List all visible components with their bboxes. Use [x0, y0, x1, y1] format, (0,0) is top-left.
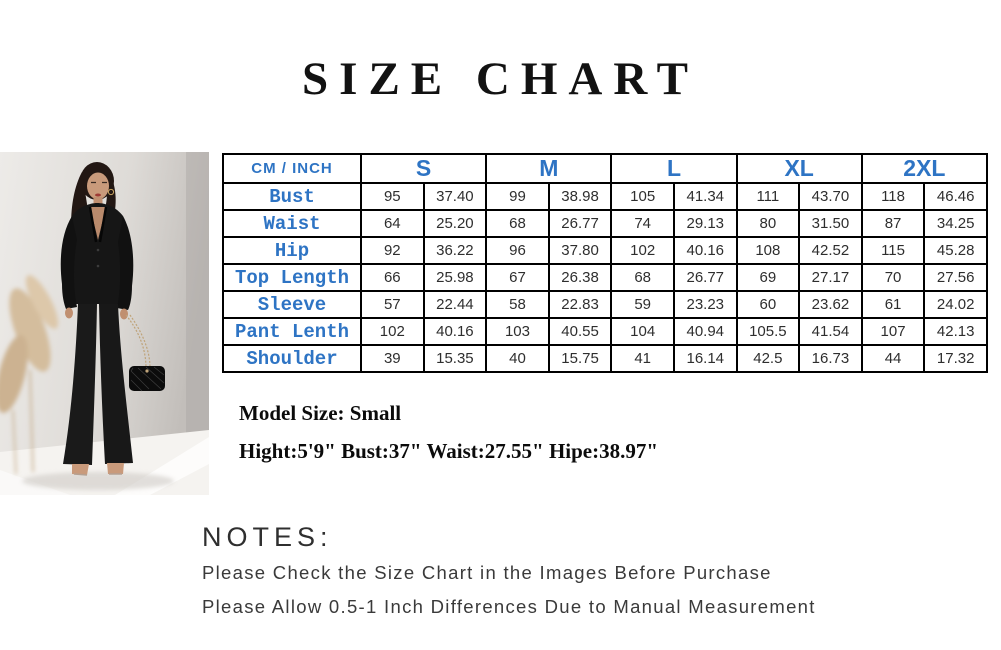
measure-value: 40.16: [424, 318, 487, 345]
measure-value: 40.55: [549, 318, 612, 345]
table-row: [223, 264, 987, 291]
measure-value: 64: [361, 210, 424, 237]
model-info: [239, 401, 658, 477]
table-row: [223, 318, 987, 345]
size-column-header-2xl: 2XL: [862, 154, 987, 183]
measure-value: 42.52: [799, 237, 862, 264]
measure-value: 38.98: [549, 183, 612, 210]
size-table-header-row: [223, 154, 987, 183]
note-line-2: Please Allow 0.5-1 Inch Differences Due to Manual Measurement: [202, 596, 816, 617]
measure-value: 80: [737, 210, 800, 237]
measure-value: 68: [486, 210, 549, 237]
measure-value: 39: [361, 345, 424, 372]
measure-value: 26.77: [549, 210, 612, 237]
measure-value: 25.20: [424, 210, 487, 237]
measure-value: 99: [486, 183, 549, 210]
measure-value: 29.13: [674, 210, 737, 237]
table-row: [223, 210, 987, 237]
measure-value: 92: [361, 237, 424, 264]
table-row: [223, 237, 987, 264]
measure-value: 107: [862, 318, 925, 345]
size-chart-table: [222, 153, 988, 373]
measure-value: 37.40: [424, 183, 487, 210]
measure-value: 60: [737, 291, 800, 318]
measure-value: 27.56: [924, 264, 987, 291]
measure-value: 23.62: [799, 291, 862, 318]
measure-value: 23.23: [674, 291, 737, 318]
measure-row-label: Pant Lenth: [223, 318, 361, 345]
measure-value: 61: [862, 291, 925, 318]
size-column-header-m: M: [486, 154, 611, 183]
measure-value: 118: [862, 183, 925, 210]
measure-row-label: Top Length: [223, 264, 361, 291]
measure-value: 87: [862, 210, 925, 237]
measure-value: 95: [361, 183, 424, 210]
model-size-line: Model Size: Small: [239, 401, 402, 425]
model-photo: [0, 152, 209, 495]
size-column-header-l: L: [611, 154, 736, 183]
measure-value: 31.50: [799, 210, 862, 237]
measure-value: 70: [862, 264, 925, 291]
measure-value: 42.13: [924, 318, 987, 345]
measure-row-label: Hip: [223, 237, 361, 264]
measure-value: 111: [737, 183, 800, 210]
measure-row-label: Shoulder: [223, 345, 361, 372]
measure-value: 108: [737, 237, 800, 264]
measure-value: 40.16: [674, 237, 737, 264]
notes-section: [202, 522, 816, 630]
measure-value: 103: [486, 318, 549, 345]
measure-value: 102: [361, 318, 424, 345]
measure-value: 41.34: [674, 183, 737, 210]
measure-value: 16.73: [799, 345, 862, 372]
measure-value: 22.83: [549, 291, 612, 318]
size-column-header-xl: XL: [737, 154, 862, 183]
measure-value: 42.5: [737, 345, 800, 372]
measure-value: 40.94: [674, 318, 737, 345]
measure-value: 44: [862, 345, 925, 372]
measure-value: 74: [611, 210, 674, 237]
notes-heading: NOTES:: [202, 522, 333, 552]
measure-value: 105: [611, 183, 674, 210]
measure-value: 43.70: [799, 183, 862, 210]
measure-value: 34.25: [924, 210, 987, 237]
measure-value: 115: [862, 237, 925, 264]
measure-value: 17.32: [924, 345, 987, 372]
unit-header: CM / INCH: [223, 154, 361, 183]
measure-value: 68: [611, 264, 674, 291]
measure-value: 37.80: [549, 237, 612, 264]
measure-row-label: Sleeve: [223, 291, 361, 318]
measure-value: 104: [611, 318, 674, 345]
model-top: [61, 203, 134, 310]
measure-value: 67: [486, 264, 549, 291]
measure-value: 59: [611, 291, 674, 318]
measure-value: 15.35: [424, 345, 487, 372]
measure-row-label: Waist: [223, 210, 361, 237]
page-title: SIZE CHART: [302, 53, 699, 105]
measure-value: 15.75: [549, 345, 612, 372]
measure-value: 25.98: [424, 264, 487, 291]
measure-value: 22.44: [424, 291, 487, 318]
measure-value: 66: [361, 264, 424, 291]
model-photo-illustration: [0, 152, 209, 495]
measure-value: 16.14: [674, 345, 737, 372]
measure-value: 45.28: [924, 237, 987, 264]
size-column-header-s: S: [361, 154, 486, 183]
note-line-1: Please Check the Size Chart in the Images Before Purchase: [202, 562, 772, 583]
measure-row-label: Bust: [223, 183, 361, 210]
measure-value: 96: [486, 237, 549, 264]
table-row: [223, 291, 987, 318]
measure-value: 57: [361, 291, 424, 318]
measure-value: 36.22: [424, 237, 487, 264]
measure-value: 58: [486, 291, 549, 318]
measure-value: 24.02: [924, 291, 987, 318]
measure-value: 27.17: [799, 264, 862, 291]
table-row: [223, 183, 987, 210]
measure-value: 41.54: [799, 318, 862, 345]
measure-value: 102: [611, 237, 674, 264]
measure-value: 46.46: [924, 183, 987, 210]
measure-value: 26.77: [674, 264, 737, 291]
measure-value: 41: [611, 345, 674, 372]
model-measurements-line: Hight:5'9" Bust:37" Waist:27.55" Hipe:38.97": [239, 439, 659, 463]
table-row: [223, 345, 987, 372]
measure-value: 26.38: [549, 264, 612, 291]
measure-value: 40: [486, 345, 549, 372]
measure-value: 69: [737, 264, 800, 291]
measure-value: 105.5: [737, 318, 800, 345]
